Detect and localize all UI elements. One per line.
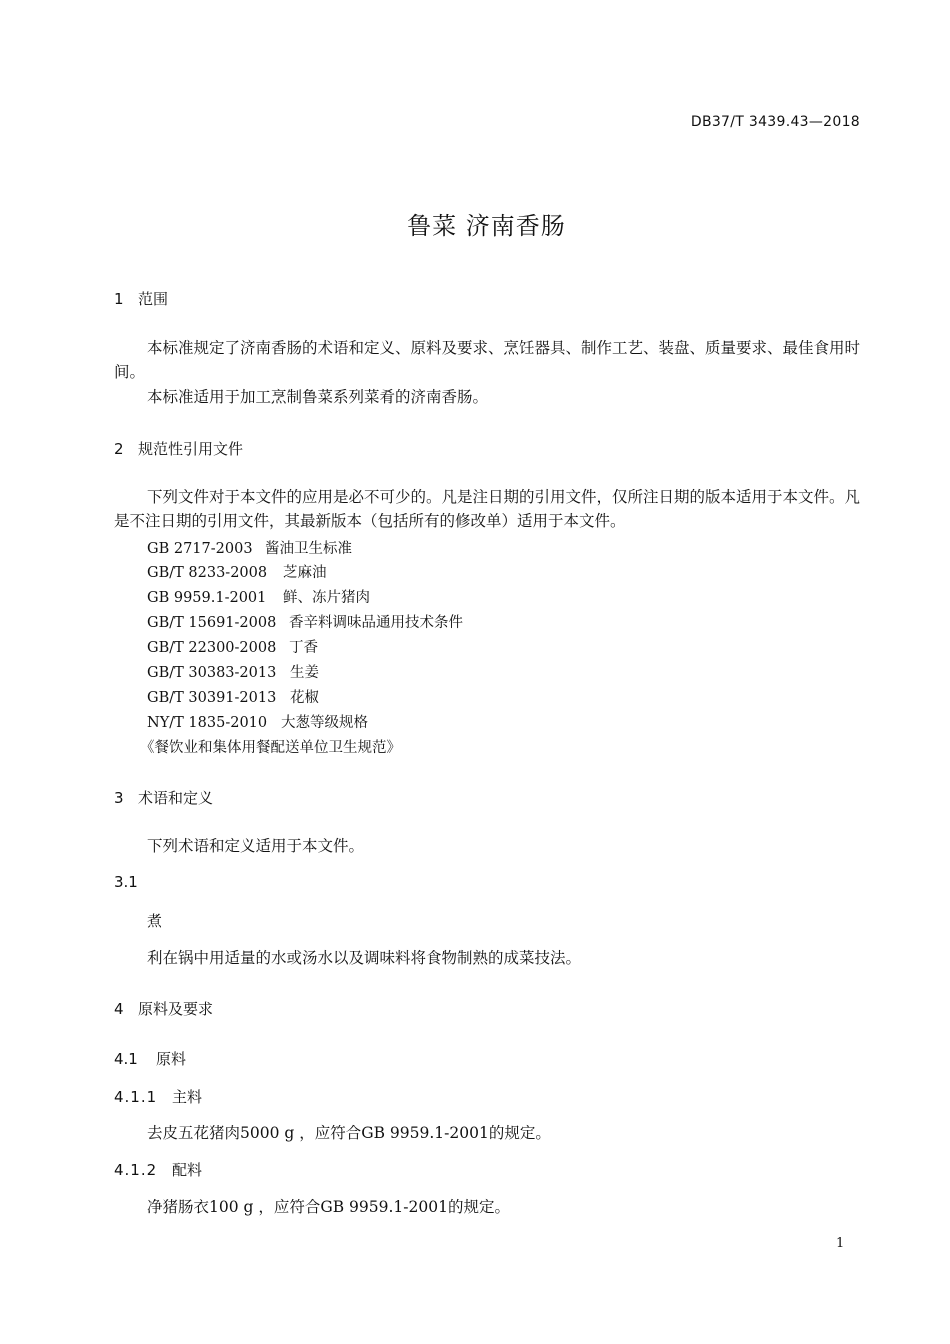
reference-item bbox=[147, 636, 318, 657]
section-1-paragraph-1: 本标准规定了济南香肠的术语和定义、原料及要求、烹饪器具、制作工艺、装盘、质量要求、最佳食用时间。 bbox=[114, 339, 861, 381]
section-title: 主料 bbox=[172, 1088, 203, 1106]
document-title: 鲁菜 济南香肠 bbox=[407, 212, 566, 240]
reference-item bbox=[147, 561, 327, 582]
section-title: 配料 bbox=[172, 1161, 203, 1179]
reference-code: GB/T 15691-2008 bbox=[147, 615, 277, 631]
reference-name: 香辛料调味品通用技术条件 bbox=[289, 615, 463, 631]
section-number: 1 bbox=[114, 290, 124, 308]
section-title: 原料及要求 bbox=[138, 1000, 214, 1018]
reference-item-regulation: 《餐饮业和集体用餐配送单位卫生规范》 bbox=[140, 740, 401, 756]
subsection-4-1-2-heading bbox=[114, 1159, 202, 1180]
section-number: 2 bbox=[114, 440, 124, 458]
section-number: 3 bbox=[114, 789, 124, 807]
section-title: 规范性引用文件 bbox=[138, 440, 244, 458]
reference-item bbox=[147, 611, 463, 632]
section-2-paragraph-1: 下列文件对于本文件的应用是必不可少的。凡是注日期的引用文件，仅所注日期的版本适用于本文件。凡是不注日期的引用文件，其最新版本（包括所有的修改单）适用于本文件。 bbox=[114, 488, 861, 530]
reference-item bbox=[147, 586, 370, 607]
section-title: 术语和定义 bbox=[138, 789, 214, 807]
section-3-paragraph-1: 下列术语和定义适用于本文件。 bbox=[147, 837, 365, 855]
section-1-paragraph-2: 本标准适用于加工烹制鲁菜系列菜肴的济南香肠。 bbox=[147, 388, 489, 406]
section-3-heading bbox=[114, 787, 213, 808]
reference-name: 丁香 bbox=[289, 640, 318, 656]
reference-code: GB/T 8233-2008 bbox=[147, 565, 268, 581]
section-number: 4.1.2 bbox=[114, 1161, 158, 1179]
reference-item bbox=[147, 537, 352, 558]
reference-name: 鲜、冻片猪肉 bbox=[283, 590, 370, 606]
reference-item bbox=[147, 661, 319, 682]
reference-code: GB 9959.1-2001 bbox=[147, 590, 267, 606]
page-number: 1 bbox=[836, 1236, 845, 1251]
reference-name: 酱油卫生标准 bbox=[265, 541, 352, 557]
reference-name: 芝麻油 bbox=[283, 565, 327, 581]
reference-name: 生姜 bbox=[290, 665, 319, 681]
term-definition: 利在锅中用适量的水或汤水以及调味料将食物制熟的成菜技法。 bbox=[147, 949, 582, 967]
section-title: 原料 bbox=[156, 1050, 187, 1068]
reference-code: GB 2717-2003 bbox=[147, 541, 253, 557]
section-number: 4 bbox=[114, 1000, 124, 1018]
section-number: 4.1.1 bbox=[114, 1088, 158, 1106]
standard-code: DB37/T 3439.43—2018 bbox=[690, 114, 860, 130]
reference-item bbox=[147, 686, 319, 707]
reference-name: 大葱等级规格 bbox=[281, 715, 368, 731]
reference-item bbox=[147, 711, 368, 732]
reference-code: GB/T 22300-2008 bbox=[147, 640, 277, 656]
section-2-heading bbox=[114, 438, 243, 459]
subsection-4-1-heading bbox=[114, 1048, 186, 1069]
reference-code: NY/T 1835-2010 bbox=[147, 715, 268, 731]
term-heading: 煮 bbox=[147, 912, 163, 930]
subsection-4-1-1-heading bbox=[114, 1086, 202, 1107]
reference-code: GB/T 30383-2013 bbox=[147, 665, 277, 681]
section-1-heading bbox=[114, 288, 168, 309]
reference-name: 花椒 bbox=[290, 690, 319, 706]
auxiliary-ingredient-text: 净猪肠衣100 g ，应符合GB 9959.1-2001的规定。 bbox=[147, 1198, 510, 1216]
main-ingredient-text: 去皮五花猪肉5000 g ，应符合GB 9959.1-2001的规定。 bbox=[147, 1124, 551, 1142]
subsection-3-1-number: 3.1 bbox=[114, 873, 138, 891]
section-4-heading bbox=[114, 998, 213, 1019]
reference-code: GB/T 30391-2013 bbox=[147, 690, 277, 706]
section-number: 4.1 bbox=[114, 1050, 138, 1068]
section-title: 范围 bbox=[138, 290, 169, 308]
